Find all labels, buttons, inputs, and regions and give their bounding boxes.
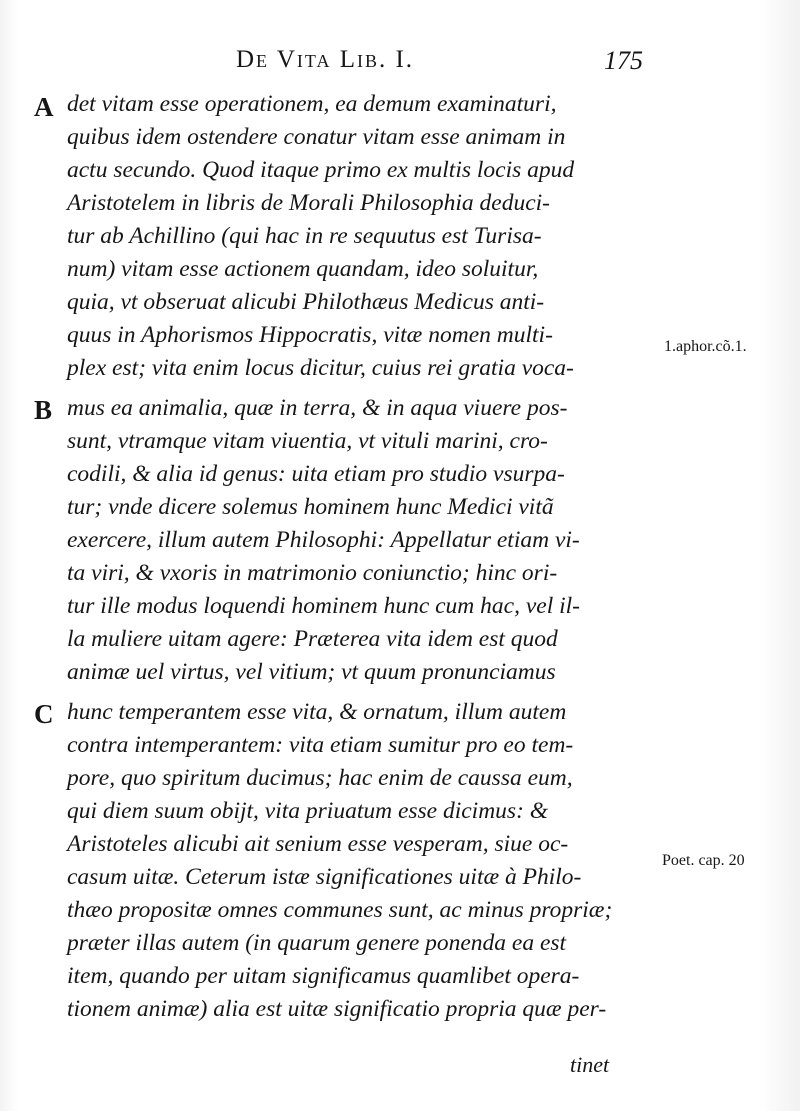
text-line: pore, quo spiritum ducimus; hac enim de caussa eum,: [67, 765, 573, 791]
text-line: quus in Aphorismos Hippocratis, vitæ nomen multi-: [67, 322, 553, 348]
text-line: hunc temperantem esse vita, & ornatum, illum autem: [67, 699, 567, 725]
text-line: ta viri, & vxoris in matrimonio coniunctio; hinc ori-: [67, 560, 558, 586]
text-line: tionem animæ) alia est uitæ significatio propria quæ per-: [67, 996, 607, 1022]
text-line: det vitam esse operationem, ea demum examinaturi,: [67, 91, 557, 117]
catchword: tinet: [570, 1052, 610, 1077]
section-letter-c: C: [34, 699, 54, 729]
text-line: item, quando per uitam significamus quamlibet opera-: [67, 963, 580, 989]
margin-note-poetics: Poet. cap. 20: [662, 852, 745, 869]
text-line: casum uitæ. Ceterum istæ significationes uitæ à Philo-: [67, 864, 582, 890]
text-line: la muliere uitam agere: Præterea vita idem est quod: [67, 626, 558, 652]
text-line: codili, & alia id genus: uita etiam pro studio vsurpa-: [67, 461, 565, 487]
text-line: animæ uel virtus, vel vitium; vt quum pronunciamus: [67, 659, 556, 685]
text-line: tur ab Achillino (qui hac in re sequutus est Turisa-: [67, 223, 542, 249]
text-line: tur; vnde dicere solemus hominem hunc Medici vitã: [67, 494, 554, 520]
text-line: contra intemperantem: vita etiam sumitur pro eo tem-: [67, 732, 574, 758]
text-line: quia, vt obseruat alicubi Philothæus Medicus anti-: [67, 289, 545, 315]
text-line: præter illas autem (in quarum genere ponenda ea est: [67, 930, 567, 956]
running-title: De Vita Lib. I.: [236, 46, 415, 73]
section-letter-b: B: [34, 395, 53, 425]
text-line: num) vitam esse actionem quandam, ideo soluitur,: [67, 256, 539, 282]
text-line: tur ille modus loquendi hominem hunc cum hac, vel il-: [67, 593, 580, 619]
text-line: sunt, vtramque vitam viuentia, vt vituli marini, cro-: [67, 428, 548, 454]
text-line: mus ea animalia, quæ in terra, & in aqua viuere pos-: [67, 395, 568, 421]
text-line: Aristoteles alicubi ait senium esse vesperam, siue oc-: [67, 831, 569, 857]
text-line: plex est; vita enim locus dicitur, cuius rei gratia voca-: [67, 355, 574, 381]
text-line: Aristotelem in libris de Morali Philosophia deduci-: [67, 190, 551, 216]
text-line: thæo propositæ omnes communes sunt, ac minus propriæ;: [67, 897, 613, 923]
running-header: [0, 38, 800, 78]
text-line: qui diem suum obijt, vita priuatum esse dicimus: &: [67, 798, 549, 824]
section-letter-a: A: [34, 92, 54, 122]
text-line: actu secundo. Quod itaque primo ex multis locis apud: [67, 157, 575, 183]
text-line: exercere, illum autem Philosophi: Appellatur etiam vi-: [67, 527, 580, 553]
margin-note-aphorism: 1.aphor.cõ.1.: [664, 338, 747, 355]
text-line: quibus idem ostendere conatur vitam esse animam in: [67, 124, 566, 150]
page-number: 175: [604, 46, 643, 75]
